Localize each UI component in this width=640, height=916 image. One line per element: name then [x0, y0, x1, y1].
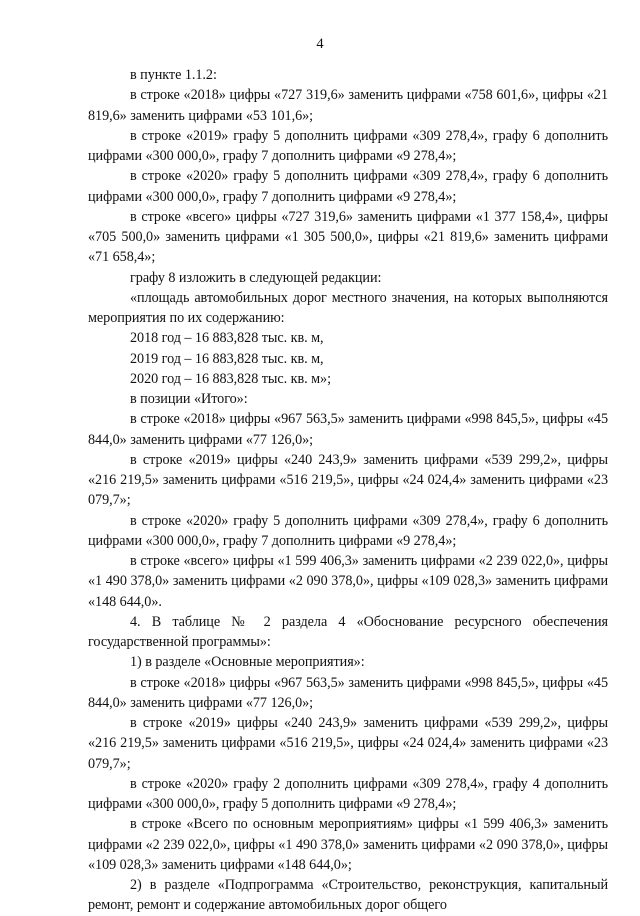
paragraph: 2018 год – 16 883,828 тыс. кв. м,: [130, 330, 324, 347]
paragraph: в строке «2019» цифры «240 243,9» заменить цифрами «539 299,2», цифры «216 219,5» заменить цифрами «516 219,5», цифры «24 024,4» заменить цифрами «23 079,7»;: [88, 451, 608, 509]
paragraph: в пункте 1.1.2:: [130, 67, 217, 83]
paragraph: в строке «2020» графу 5 дополнить цифрами «309 278,4», графу 6 дополнить цифрами «300 000,0», графу 7 дополнить цифрами «9 278,4»;: [88, 168, 608, 205]
paragraph: в строке «Всего по основным мероприятиям» цифры «1 599 406,3» заменить цифрами «2 239 022,0», цифры «1 490 378,0» заменить цифрами «2 090 378,0», цифры «109 028,3» заменить цифрами «148 644,0»;: [88, 816, 608, 873]
paragraph: в строке «всего» цифры «727 319,6» заменить цифрами «1 377 158,4», цифры «705 500,0» заменить цифрами «1 305 500,0», цифры «21 819,6» заменить цифрами «71 658,4»;: [88, 208, 608, 266]
paragraph: в строке «2018» цифры «727 319,6» заменить цифрами «758 601,6», цифры «21 819,6» заменить цифрами «53 101,6»;: [88, 87, 608, 124]
paragraph: 2019 год – 16 883,828 тыс. кв. м,: [130, 350, 324, 367]
paragraph: в строке «всего» цифры «1 599 406,3» заменить цифрами «2 239 022,0», цифры «1 490 378,0» заменить цифрами «2 090 378,0», цифры «109 028,3» заменить цифрами «148 644,0».: [88, 553, 608, 610]
paragraph: в позиции «Итого»:: [130, 391, 248, 407]
paragraph: 4. В таблице № 2 раздела 4 «Обоснование ресурсного обеспечения государственной программы»:: [88, 613, 608, 650]
paragraph: 2020 год – 16 883,828 тыс. кв. м»;: [130, 370, 331, 387]
paragraph: в строке «2019» цифры «240 243,9» заменить цифрами «539 299,2», цифры «216 219,5» заменить цифрами «516 219,5», цифры «24 024,4» заменить цифрами «23 079,7»;: [88, 715, 608, 772]
paragraph: в строке «2019» графу 5 дополнить цифрами «309 278,4», графу 6 дополнить цифрами «300 000,0», графу 7 дополнить цифрами «9 278,4»;: [88, 127, 608, 164]
paragraph: «площадь автомобильных дорог местного значения, на которых выполняются мероприятия по их содержанию:: [88, 289, 608, 326]
document-body: [88, 65, 608, 916]
page-number: 4: [316, 36, 324, 52]
paragraph: в строке «2018» цифры «967 563,5» заменить цифрами «998 845,5», цифры «45 844,0» заменить цифрами «77 126,0»;: [88, 674, 608, 711]
paragraph: 1) в разделе «Основные мероприятия»:: [130, 654, 365, 671]
paragraph: 2) в разделе «Подпрограмма «Строительство, реконструкция, капитальный ремонт, ремонт и содержание автомобильных дорог общего: [88, 877, 608, 914]
paragraph: в строке «2020» графу 2 дополнить цифрами «309 278,4», графу 4 дополнить цифрами «300 000,0», графу 5 дополнить цифрами «9 278,4»;: [88, 775, 608, 812]
paragraph: в строке «2020» графу 5 дополнить цифрами «309 278,4», графу 6 дополнить цифрами «300 000,0», графу 7 дополнить цифрами «9 278,4»;: [88, 512, 608, 549]
paragraph: в строке «2018» цифры «967 563,5» заменить цифрами «998 845,5», цифры «45 844,0» заменить цифрами «77 126,0»;: [88, 411, 608, 448]
paragraph: графу 8 изложить в следующей редакции:: [130, 269, 382, 286]
